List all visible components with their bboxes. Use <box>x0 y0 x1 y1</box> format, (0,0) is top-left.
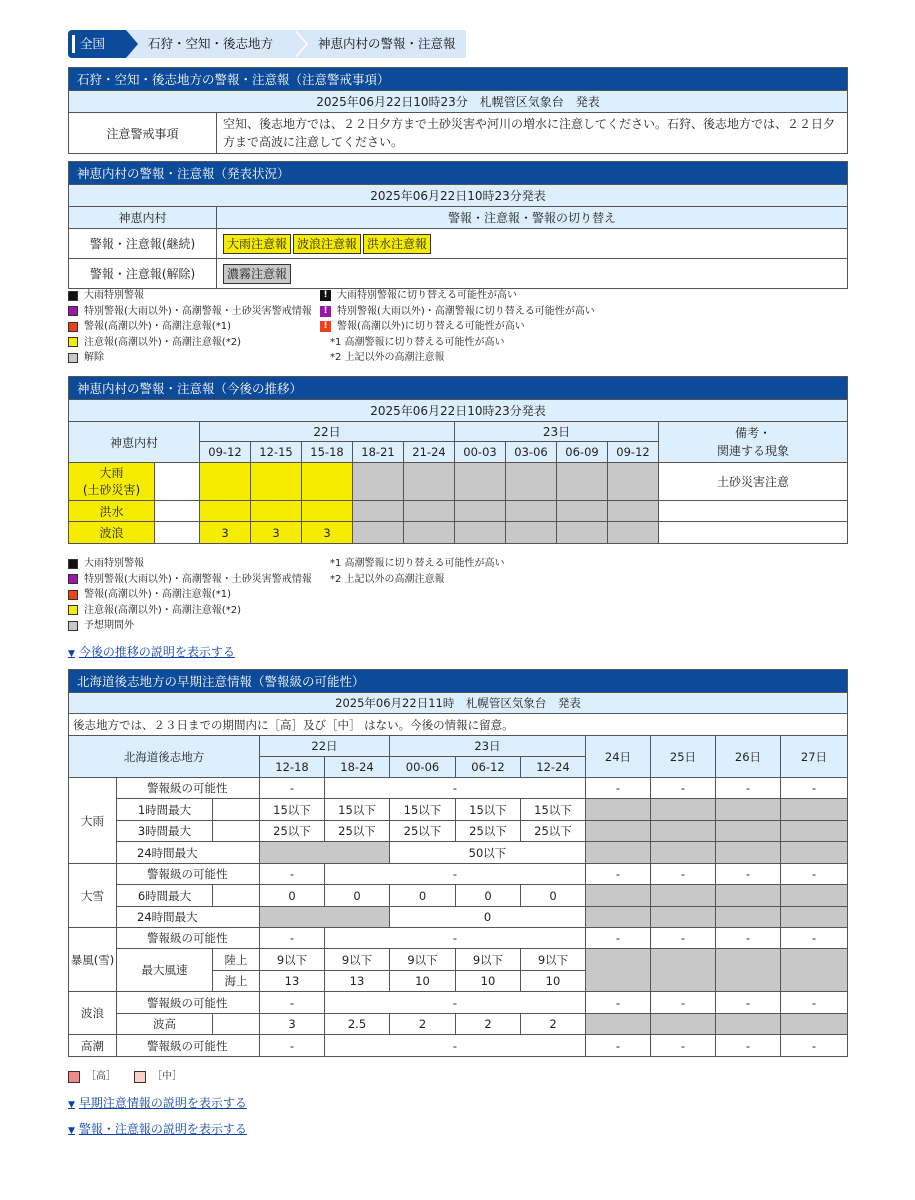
early-day26: 26日 <box>716 736 781 778</box>
early-cell: 2 <box>521 1014 586 1035</box>
forecast-row-label: 大雨 (土砂災害) <box>69 463 155 501</box>
early-cell: - <box>651 1035 716 1057</box>
legend-swatch-purple <box>68 574 78 584</box>
legend-swatch-gray <box>68 621 78 631</box>
forecast-table <box>68 376 848 544</box>
status-title: 神恵内村の警報・注意報（発表状況） <box>69 162 848 185</box>
regional-title: 石狩・空知・後志地方の警報・注意報（注意警戒事項） <box>69 68 848 91</box>
forecast-explain-link[interactable] <box>68 643 235 660</box>
heavy-rain-advisory-chip: 大雨注意報 <box>223 234 291 254</box>
warning-explain-label: 警報・注意報の説明を表示する <box>78 1122 247 1136</box>
forecast-cell <box>251 501 302 522</box>
legend-swatch-red <box>68 590 78 600</box>
slot: 21-24 <box>404 442 455 463</box>
early-panel <box>68 669 848 1057</box>
slot: 09-12 <box>200 442 251 463</box>
early-cell: - <box>586 992 651 1014</box>
table-row <box>69 463 848 501</box>
forecast-cell <box>353 463 404 501</box>
possibility-label: 警報級の可能性 <box>117 928 260 949</box>
regional-panel <box>68 67 848 154</box>
forecast-cell <box>404 463 455 501</box>
legend-label: 警報(高潮以外)に切り替える可能性が高い <box>337 321 525 332</box>
forecast-cell <box>251 463 302 501</box>
breadcrumb <box>68 30 466 58</box>
fog-advisory-chip: 濃霧注意報 <box>223 264 291 284</box>
table-row <box>69 501 848 522</box>
early-cell: - <box>260 992 325 1014</box>
legend-label: *1 高潮警報に切り替える可能性が高い <box>330 336 505 348</box>
legend-label: ［高］ <box>86 1071 116 1082</box>
legend-status-right <box>320 288 595 366</box>
early-area: 北海道後志地方 <box>69 736 260 778</box>
legend-label: 警報(高潮以外)・高潮注意報(*1) <box>84 589 231 600</box>
forecast-cell <box>506 463 557 501</box>
legend-swatch-black <box>68 559 78 569</box>
early-cell: - <box>325 992 586 1014</box>
early-cell: - <box>716 992 781 1014</box>
forecast-cell <box>200 463 251 501</box>
forecast-cell <box>455 463 506 501</box>
forecast-remark <box>659 522 848 544</box>
early-cell: - <box>716 778 781 799</box>
breadcrumb-region-label: 石狩・空知・後志地方 <box>148 36 274 51</box>
early-cell: - <box>651 928 716 949</box>
early-cell: - <box>325 864 586 885</box>
slot: 00-06 <box>390 757 456 778</box>
early-cell: 15以下 <box>260 799 325 821</box>
regional-table <box>68 67 848 154</box>
forecast-remarks-header: 備考・ 関連する現象 <box>659 422 848 463</box>
forecast-cell <box>404 522 455 544</box>
exclamation-icon: ! <box>320 306 331 317</box>
forecast-cell <box>302 501 353 522</box>
legend-swatch-yellow <box>68 605 78 615</box>
early-cell: 3 <box>260 1014 325 1035</box>
flood-advisory-chip: 洪水注意報 <box>363 234 431 254</box>
wind-land-label: 陸上 <box>213 949 260 971</box>
early-cell: - <box>260 864 325 885</box>
forecast-remark: 土砂災害注意 <box>659 463 848 501</box>
forecast-cell <box>608 463 659 501</box>
breadcrumb-region[interactable] <box>126 30 296 58</box>
early-cell: 9以下 <box>325 949 390 971</box>
legend-label: 大雨特別警報 <box>84 290 144 301</box>
legend-label: 予想期間外 <box>84 620 134 631</box>
legend-label: 注意報(高潮以外)・高潮注意報(*2) <box>84 604 241 616</box>
possibility-label: 警報級の可能性 <box>117 778 260 799</box>
forecast-explain-label: 今後の推移の説明を表示する <box>78 645 235 659</box>
legend-early <box>68 1069 182 1085</box>
forecast-cell: 3 <box>302 522 353 544</box>
legend-swatch-high <box>68 1071 80 1083</box>
breadcrumb-current-label: 神恵内村の警報・注意報 <box>318 36 456 51</box>
breadcrumb-current <box>296 30 466 58</box>
early-explain-label: 早期注意情報の説明を表示する <box>78 1096 247 1110</box>
status-row-cancelled: 警報・注意報(解除) <box>69 259 217 289</box>
early-cell: - <box>325 778 586 799</box>
early-cell: 13 <box>260 971 325 992</box>
legend-label: *1 高潮警報に切り替える可能性が高い <box>330 558 505 569</box>
possibility-label: 警報級の可能性 <box>117 864 260 885</box>
early-cell: 2.5 <box>325 1014 390 1035</box>
early-day22: 22日 <box>260 736 390 757</box>
status-col-area: 神恵内村 <box>69 207 217 229</box>
chevron-right-icon <box>126 30 138 58</box>
forecast-issued: 2025年06月22日10時23分発表 <box>69 400 848 422</box>
breadcrumb-national-label: 全国 <box>80 36 106 51</box>
legend-swatch-red <box>68 322 78 332</box>
early-cell: 10 <box>390 971 456 992</box>
exclamation-icon: ! <box>320 321 331 332</box>
slot: 00-03 <box>455 442 506 463</box>
early-cell: 15以下 <box>456 799 521 821</box>
legend-label: *2 上記以外の高潮注意報 <box>330 352 445 363</box>
early-cell: - <box>781 1035 848 1057</box>
forecast-row-label: 波浪 <box>69 522 155 544</box>
early-cell: 25以下 <box>521 821 586 842</box>
slot: 18-24 <box>325 757 390 778</box>
early-day24: 24日 <box>586 736 651 778</box>
early-cell: 25以下 <box>260 821 325 842</box>
early-cell: 0 <box>390 907 586 928</box>
slot: 15-18 <box>302 442 353 463</box>
early-cell: 2 <box>390 1014 456 1035</box>
early-cell: - <box>781 864 848 885</box>
forecast-row-label: 洪水 <box>69 501 155 522</box>
early-cell: - <box>716 928 781 949</box>
early-cell: - <box>651 778 716 799</box>
early-cell: 0 <box>390 885 456 907</box>
early-cell: 0 <box>456 885 521 907</box>
slot: 12-15 <box>251 442 302 463</box>
early-day27: 27日 <box>781 736 848 778</box>
slot: 18-21 <box>353 442 404 463</box>
forecast-cell <box>608 522 659 544</box>
early-issued: 2025年06月22日11時 札幌管区気象台 発表 <box>69 693 848 714</box>
early-table <box>68 669 848 1057</box>
wind-max-label: 最大風速 <box>117 949 213 992</box>
triangle-down-icon: ▼ <box>68 1100 75 1110</box>
legend-label: 特別警報(大雨以外)・高潮警報に切り替える可能性が高い <box>337 305 595 317</box>
chevron-right-icon <box>294 30 306 58</box>
possibility-label: 警報級の可能性 <box>117 1035 260 1057</box>
forecast-area: 神恵内村 <box>69 422 200 463</box>
early-cell: 25以下 <box>325 821 390 842</box>
legend-label: 特別警報(大雨以外)・高潮警報・土砂災害警戒情報 <box>84 305 312 317</box>
rain-24h-label: 24時間最大 <box>117 842 260 864</box>
early-day25: 25日 <box>651 736 716 778</box>
wind-label: 暴風(雪) <box>69 928 117 992</box>
forecast-cell: 3 <box>200 522 251 544</box>
legend-label: 警報(高潮以外)・高潮注意報(*1) <box>84 321 231 332</box>
legend-swatch-black <box>68 291 78 301</box>
forecast-cell <box>353 501 404 522</box>
forecast-cell <box>506 522 557 544</box>
rain-3h-label: 3時間最大 <box>117 821 213 842</box>
early-cell: - <box>781 778 848 799</box>
forecast-cell <box>608 501 659 522</box>
status-table <box>68 161 848 289</box>
forecast-cell <box>353 522 404 544</box>
legend-label: 特別警報(大雨以外)・高潮警報・土砂災害警戒情報 <box>84 573 312 585</box>
early-cell: 25以下 <box>456 821 521 842</box>
regional-text: 空知、後志地方では、２２日夕方まで土砂災害や河川の増水に注意してください。石狩、後志地方では、２２日夕方まで高波に注意してください。 <box>217 113 848 154</box>
status-col-warnings: 警報・注意報・警報の切り替え <box>217 207 848 229</box>
early-cell: - <box>781 992 848 1014</box>
snow-6h-label: 6時間最大 <box>117 885 213 907</box>
forecast-cell <box>455 522 506 544</box>
early-cell: 9以下 <box>521 949 586 971</box>
early-cell: 25以下 <box>390 821 456 842</box>
early-cell: - <box>325 1035 586 1057</box>
legend-forecast-right <box>330 556 505 587</box>
forecast-day2: 23日 <box>455 422 659 442</box>
status-row-continued: 警報・注意報(継続) <box>69 229 217 259</box>
early-cell: 2 <box>456 1014 521 1035</box>
snow-24h-label: 24時間最大 <box>117 907 260 928</box>
early-cell: 50以下 <box>390 842 586 864</box>
early-cell: - <box>260 928 325 949</box>
forecast-cell <box>302 463 353 501</box>
legend-label: 解除 <box>84 352 104 363</box>
early-cell: - <box>260 778 325 799</box>
forecast-cell <box>200 501 251 522</box>
status-panel <box>68 161 848 289</box>
early-cell: - <box>586 778 651 799</box>
legend-label: *2 上記以外の高潮注意報 <box>330 573 445 585</box>
legend-swatch-gray <box>68 353 78 363</box>
early-cell: 9以下 <box>456 949 521 971</box>
legend-label: 大雨特別警報 <box>84 558 144 569</box>
forecast-cell <box>455 501 506 522</box>
early-day23: 23日 <box>390 736 586 757</box>
early-cell: - <box>716 1035 781 1057</box>
wave-label: 波浪 <box>69 992 117 1035</box>
forecast-cell: 3 <box>251 522 302 544</box>
early-cell: 15以下 <box>325 799 390 821</box>
early-cell: 0 <box>521 885 586 907</box>
forecast-cell <box>557 501 608 522</box>
forecast-remark <box>659 501 848 522</box>
early-cell: 13 <box>325 971 390 992</box>
early-summary: 後志地方では、２３日までの期間内に［高］及び［中］ はない。今後の情報に留意。 <box>69 714 848 736</box>
wave-advisory-chip: 波浪注意報 <box>293 234 361 254</box>
slot: 06-09 <box>557 442 608 463</box>
legend-label: 大雨特別警報に切り替える可能性が高い <box>337 290 517 301</box>
early-cell: 10 <box>521 971 586 992</box>
forecast-title: 神恵内村の警報・注意報（今後の推移） <box>69 377 848 400</box>
forecast-cell <box>506 501 557 522</box>
early-title: 北海道後志地方の早期注意情報（警報級の可能性） <box>69 670 848 693</box>
early-cell: - <box>586 928 651 949</box>
rain-label: 大雨 <box>69 778 117 864</box>
early-cell: 0 <box>260 885 325 907</box>
legend-label: 注意報(高潮以外)・高潮注意報(*2) <box>84 336 241 348</box>
breadcrumb-national[interactable] <box>68 30 126 58</box>
legend-swatch-yellow <box>68 337 78 347</box>
early-cell: - <box>651 864 716 885</box>
possibility-label: 警報級の可能性 <box>117 992 260 1014</box>
early-cell: 15以下 <box>521 799 586 821</box>
table-row <box>69 522 848 544</box>
snow-label: 大雪 <box>69 864 117 928</box>
forecast-cell <box>557 463 608 501</box>
early-cell: - <box>651 992 716 1014</box>
early-cell: 9以下 <box>260 949 325 971</box>
early-cell: 15以下 <box>390 799 456 821</box>
regional-label: 注意警戒事項 <box>69 113 217 154</box>
legend-forecast-left <box>68 556 312 634</box>
early-cell: 0 <box>325 885 390 907</box>
forecast-day1: 22日 <box>200 422 455 442</box>
early-explain-link[interactable] <box>68 1094 247 1111</box>
slot: 09-12 <box>608 442 659 463</box>
slot: 12-18 <box>260 757 325 778</box>
warning-explain-link[interactable] <box>68 1120 247 1137</box>
regional-issued: 2025年06月22日10時23分 札幌管区気象台 発表 <box>69 91 848 113</box>
early-cell: 10 <box>456 971 521 992</box>
triangle-down-icon: ▼ <box>68 1126 75 1136</box>
early-cell: 9以下 <box>390 949 456 971</box>
triangle-down-icon: ▼ <box>68 649 75 659</box>
early-cell: - <box>781 928 848 949</box>
early-cell: - <box>586 1035 651 1057</box>
rain-1h-label: 1時間最大 <box>117 799 213 821</box>
forecast-panel <box>68 376 848 544</box>
early-cell: - <box>586 864 651 885</box>
slot: 12-24 <box>521 757 586 778</box>
wave-height-label: 波高 <box>117 1014 213 1035</box>
forecast-cell <box>557 522 608 544</box>
tide-label: 高潮 <box>69 1035 117 1057</box>
slot: 03-06 <box>506 442 557 463</box>
status-issued: 2025年06月22日10時23分発表 <box>69 185 848 207</box>
legend-swatch-mid <box>134 1071 146 1083</box>
slot: 06-12 <box>456 757 521 778</box>
early-cell: - <box>716 864 781 885</box>
forecast-cell <box>404 501 455 522</box>
wind-sea-label: 海上 <box>213 971 260 992</box>
legend-label: ［中］ <box>152 1071 182 1082</box>
early-cell: - <box>325 928 586 949</box>
exclamation-icon: ! <box>320 290 331 301</box>
legend-swatch-purple <box>68 306 78 316</box>
legend-status-left <box>68 288 312 366</box>
early-cell: - <box>260 1035 325 1057</box>
